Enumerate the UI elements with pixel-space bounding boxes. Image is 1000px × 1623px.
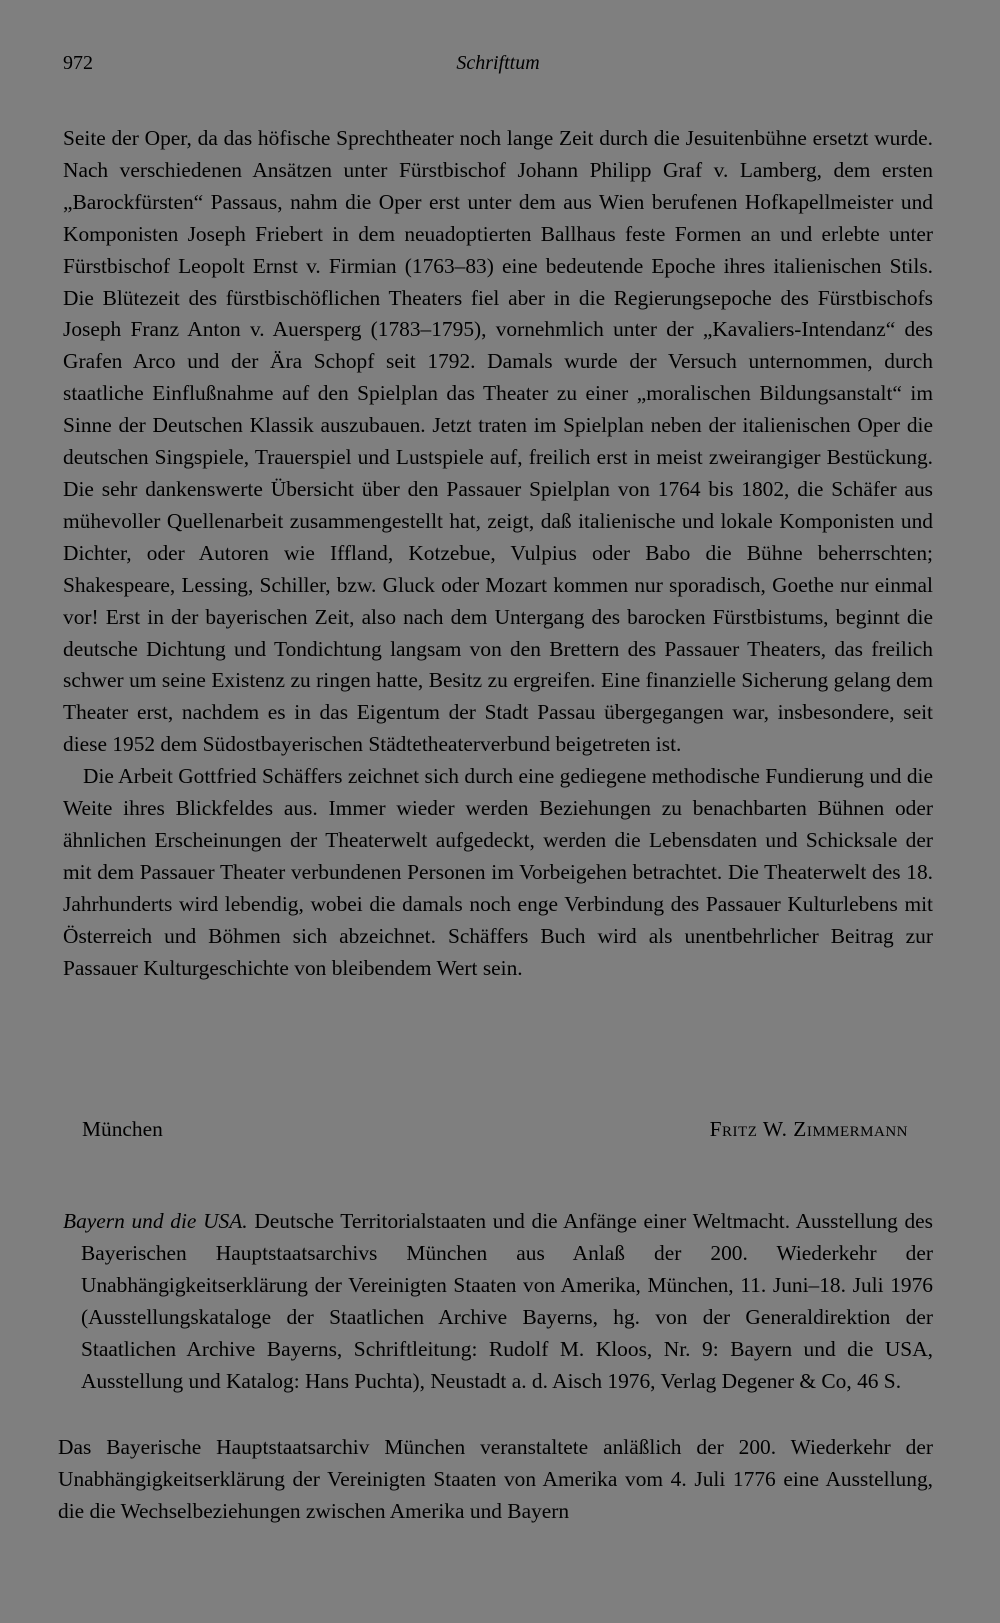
signature-place: München [82,1117,163,1141]
review-signature [82,1113,908,1145]
review-text [63,123,933,984]
book-citation: Deutsche Territorialstaaten und die Anfänge einer Weltmacht. Ausstellung des Bayerischen Hauptstaatsarchivs München aus Anlaß der 200. Wiederkehr der Unabhängigkeitserklärung der Vereinigten Staaten von Amerika, München, 11. Juni–18. Juli 1976 (Ausstellungskataloge der Staatlichen Archive Bayerns, hg. von der Generaldirektion der Staatlichen Archive Bayerns, Schriftleitung: Rudolf M. Kloos, Nr. 9: Bayern und die USA, Ausstellung und Katalog: Hans Puchta), Neustadt a. d. Aisch 1976, Verlag Degener & Co, 46 S. [81,1209,933,1393]
book-title: Bayern und die USA. [63,1209,248,1233]
signature-author: Fritz W. Zimmermann [709,1117,908,1141]
bibliographic-entry [63,1206,933,1397]
running-head: Schrifttum [456,52,540,74]
paragraph: Die Arbeit Gottfried Schäffers zeichnet sich durch eine gediegene methodische Fundierung und die Weite ihres Blickfeldes aus. Immer wieder werden Beziehungen zu benachbarten Bühnen oder ähnlichen Erscheinungen der Theaterwelt aufgedeckt, werden die Lebensdaten und Schicksale der mit dem Passauer Theater verbundenen Personen im Vorbeigehen betrachtet. Die Theaterwelt des 18. Jahrhunderts wird lebendig, wobei die damals noch enge Verbindung des Passauer Kulturlebens mit Österreich und Böhmen sich abzeichnet. Schäffers Buch wird als unentbehrlicher Beitrag zur Passauer Kulturgeschichte von bleibendem Wert sein. [63,764,933,980]
page-header [63,52,933,82]
paragraph: Seite der Oper, da das höfische Sprechtheater noch lange Zeit durch die Jesuitenbühne ersetzt wurde. Nach verschiedenen Ansätzen unter Fürstbischof Johann Philipp Graf v. Lamberg, dem ersten „Barockfürsten“ Passaus, nahm die Oper erst unter dem aus Wien berufenen Hofkapellmeister und Komponisten Joseph Friebert in dem neuadoptierten Ballhaus feste Formen an und erlebte unter Fürstbischof Leopolt Ernst v. Firmian (1763–83) eine bedeutende Epoche ihres italienischen Stils. Die Blütezeit des fürstbischöflichen Theaters fiel aber in die Regierungsepoche des Fürstbischofs Joseph Franz Anton v. Auersperg (1783–1795), vornehmlich unter der „Kavaliers-Intendanz“ des Grafen Arco und der Ära Schopf seit 1792. Damals wurde der Versuch unternommen, durch staatliche Einflußnahme auf den Spielplan das Theater zu einer „moralischen Bildungsanstalt“ im Sinne der Deutschen Klassik auszubauen. Jetzt traten im Spielplan neben der italienischen Oper die deutschen Singspiele, Trauerspiel und Lustspiele auf, freilich erst in meist zweirangiger Bestückung. Die sehr dankenswerte Übersicht über den Passauer Spielplan von 1764 bis 1802, die Schäfer aus mühevoller Quellenarbeit zusammengestellt hat, zeigt, daß italienische und lokale Komponisten und Dichter, oder Autoren wie Iffland, Kotzebue, Vulpius oder Babo die Bühne beherrschten; Shakespeare, Lessing, Schiller, bzw. Gluck oder Mozart kommen nur sporadisch, Goethe nur einmal vor! Erst in der bayerischen Zeit, also nach dem Untergang des barocken Fürstbistums, beginnt die deutsche Dichtung und Tondichtung langsam von den Brettern des Passauer Theaters, das freilich schwer um seine Existenz zu ringen hatte, Besitz zu ergreifen. Eine finanzielle Sicherung gelang dem Theater erst, nachdem es in das Eigentum der Stadt Passau übergegangen war, insbesondere, seit diese 1952 dem Südostbayerischen Städtetheaterverbund beigetreten ist. [63,126,933,757]
review-body: Das Bayerische Hauptstaatsarchiv München veranstaltete anläßlich der 200. Wiederkehr der Unabhängigkeitserklärung der Vereinigten Staaten von Amerika vom 4. Juli 1776 eine Ausstellung, die die Wechselbeziehungen zwischen Amerika und Bayern [58,1435,933,1523]
page-number: 972 [63,52,93,74]
